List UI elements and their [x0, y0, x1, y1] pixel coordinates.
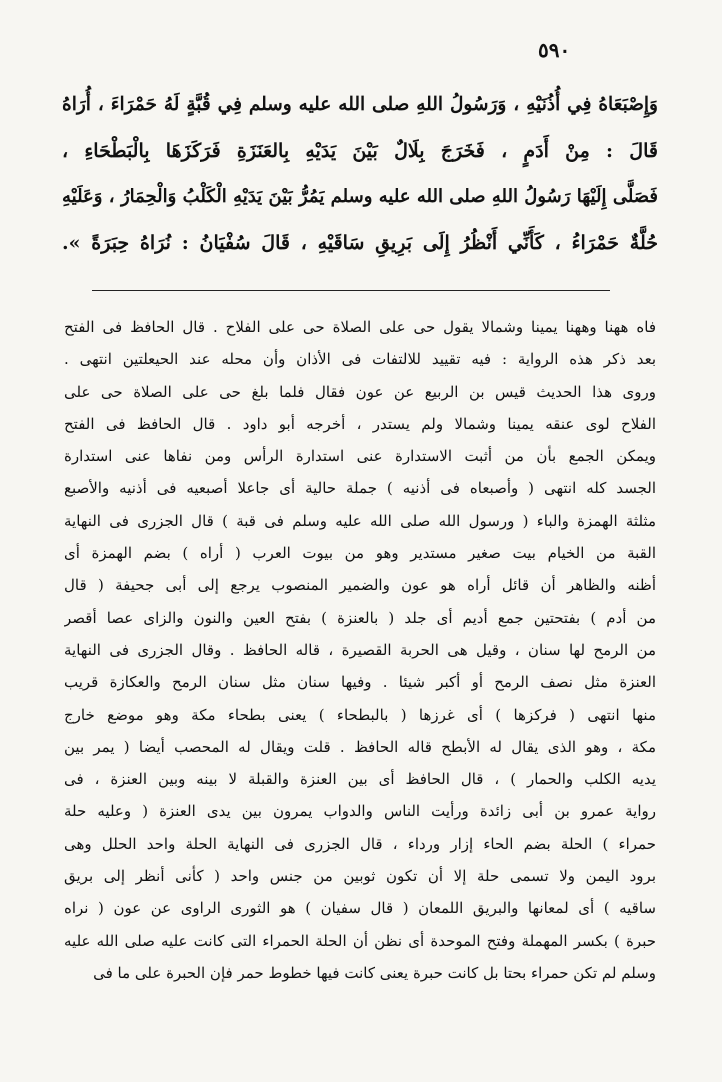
commentary-text [64, 311, 656, 989]
page-number: ٥٩٠ [538, 38, 571, 62]
commentary-line: برود اليمن ولا تسمى حلة إلا أن تكون ثوبين من جنس واحد ( كأنى أنظر إلى بريق [64, 867, 656, 886]
commentary-line: العنزة مثل نصف الرمح أو أكبر شيئا . وفيها سنان مثل سنان الرمح والعكازة قريب [64, 673, 656, 692]
hadith-line: فَصَلَّى إِلَيْهَا رَسُولُ اللهِ صلى الله عليه وسلم يَمُرُّ بَيْنَ يَدَيْهِ الْكَلْبُ وَالْحِمَارُ ، وَعَلَيْهِ [62, 186, 658, 207]
commentary-line: وروى هذا الحديث قيس بن الربيع عن عون فقال فلما بلغ حى على الصلاة حى على [64, 382, 656, 401]
commentary-line: حبرة ) بكسر المهملة وفتح الموحدة أى نظن أن الحلة الحمراء التى كانت عليه صلى الله عليه [64, 931, 656, 950]
commentary-line: حمراء ) الحلة بضم الحاء إزار ورداء ، قال الجزرى فى النهاية الحلة واحد الحلل وهى [64, 834, 656, 853]
hadith-line: قَالَ : مِنْ أَدَمٍ ، فَخَرَجَ بِلَالٌ بَيْنَ يَدَيْهِ بِالعَنَزَةِ فَرَكَزَهَا بِالْبَطْحَاءِ ، [62, 140, 658, 162]
commentary-line: فاه ههنا وههنا يمينا وشمالا يقول حى على الصلاة حى على الفلاح . قال الحافظ فى الفتح [64, 318, 656, 336]
commentary-line: رواية عمرو بن أبى زائدة ورأيت الناس والدواب يمرون بين يدى العنزة ( وعليه حلة [64, 802, 656, 821]
commentary-line: يديه الكلب والحمار ) ، قال الحافظ أى بين العنزة والقبلة لا بينه وبين العنزة ، فى [64, 770, 656, 789]
commentary-line: منها انتهى ( فركزها ) أى غرزها ( بالبطحاء ) يعنى بطحاء مكة وهو موضع خارج [64, 705, 656, 724]
commentary-line: ساقيه ) أى لمعانها والبريق اللمعان ( قال سفيان ) هو الثورى الراوى عن عون ( نراه [64, 899, 656, 918]
commentary-line: الفلاح لوى عنقه يمينا وشمالا ولم يستدر ، أخرجه أبو داود . قال الحافظ فى الفتح [64, 414, 656, 433]
hadith-text [62, 82, 658, 266]
commentary-line: من أدم ) بفتحتين جمع أديم أى جلد ( بالعنزة ) بفتح العين والنون والزاى عصا أقصر [64, 608, 656, 627]
divider-rule [92, 290, 610, 291]
commentary-line: بعد ذكر هذه الرواية : فيه تقييد للالتفات فى الأذان وأن محله عند الحيعلتين انتهى . [64, 350, 656, 369]
commentary-line: مثلثة الهمزة والباء ( ورسول الله صلى الله عليه وسلم فى قبة ) قال الجزرى فى النهاية [64, 511, 656, 530]
commentary-line: أظنه والظاهر أن قائل أراه هو عون والضمير المنصوب يرجع إلى أبى جحيفة ( قال [64, 576, 656, 595]
commentary-line: ويمكن الجمع بأن من أثبت الاستدارة عنى استدارة الرأس ومن نفاها عنى استدارة [64, 447, 656, 466]
commentary-line: الجسد كله انتهى ( وأصبعاه فى أذنيه ) جملة حالية أى جاعلا أصبعيه فى أذنيه والأصبع [64, 479, 656, 498]
commentary-line: وسلم لم تكن حمراء بحتا بل كانت حبرة يعنى كانت فيها خطوط حمر فإن الحبرة على ما فى [93, 963, 656, 982]
hadith-line: حُلَّةٌ حَمْرَاءُ ، كَأَنِّي أَنْظُرُ إِلَى بَرِيقِ سَاقَيْهِ ، قَالَ سُفْيَانُ : نُرَاهُ حِبَرَةً ». [62, 232, 658, 254]
hadith-line: وَإِصْبَعَاهُ فِي أُذُنَيْهِ ، وَرَسُولُ اللهِ صلى الله عليه وسلم فِي قُبَّةٍ لَهُ حَمْرَاءَ ، أُرَاهُ [62, 94, 658, 115]
commentary-line: مكة ، وهو الذى يقال له الأبطح قاله الحافظ . قلت ويقال له المحصب أيضا ( يمر بين [64, 737, 656, 756]
commentary-line: من الرمح لها سنان ، وقيل هى الحربة القصيرة ، قاله الحافظ . وقال الجزرى فى النهاية [64, 640, 656, 659]
commentary-line: القبة من الخيام بيت صغير مستدير وهو من بيوت العرب ( أراه ) بضم الهمزة أى [64, 544, 656, 563]
